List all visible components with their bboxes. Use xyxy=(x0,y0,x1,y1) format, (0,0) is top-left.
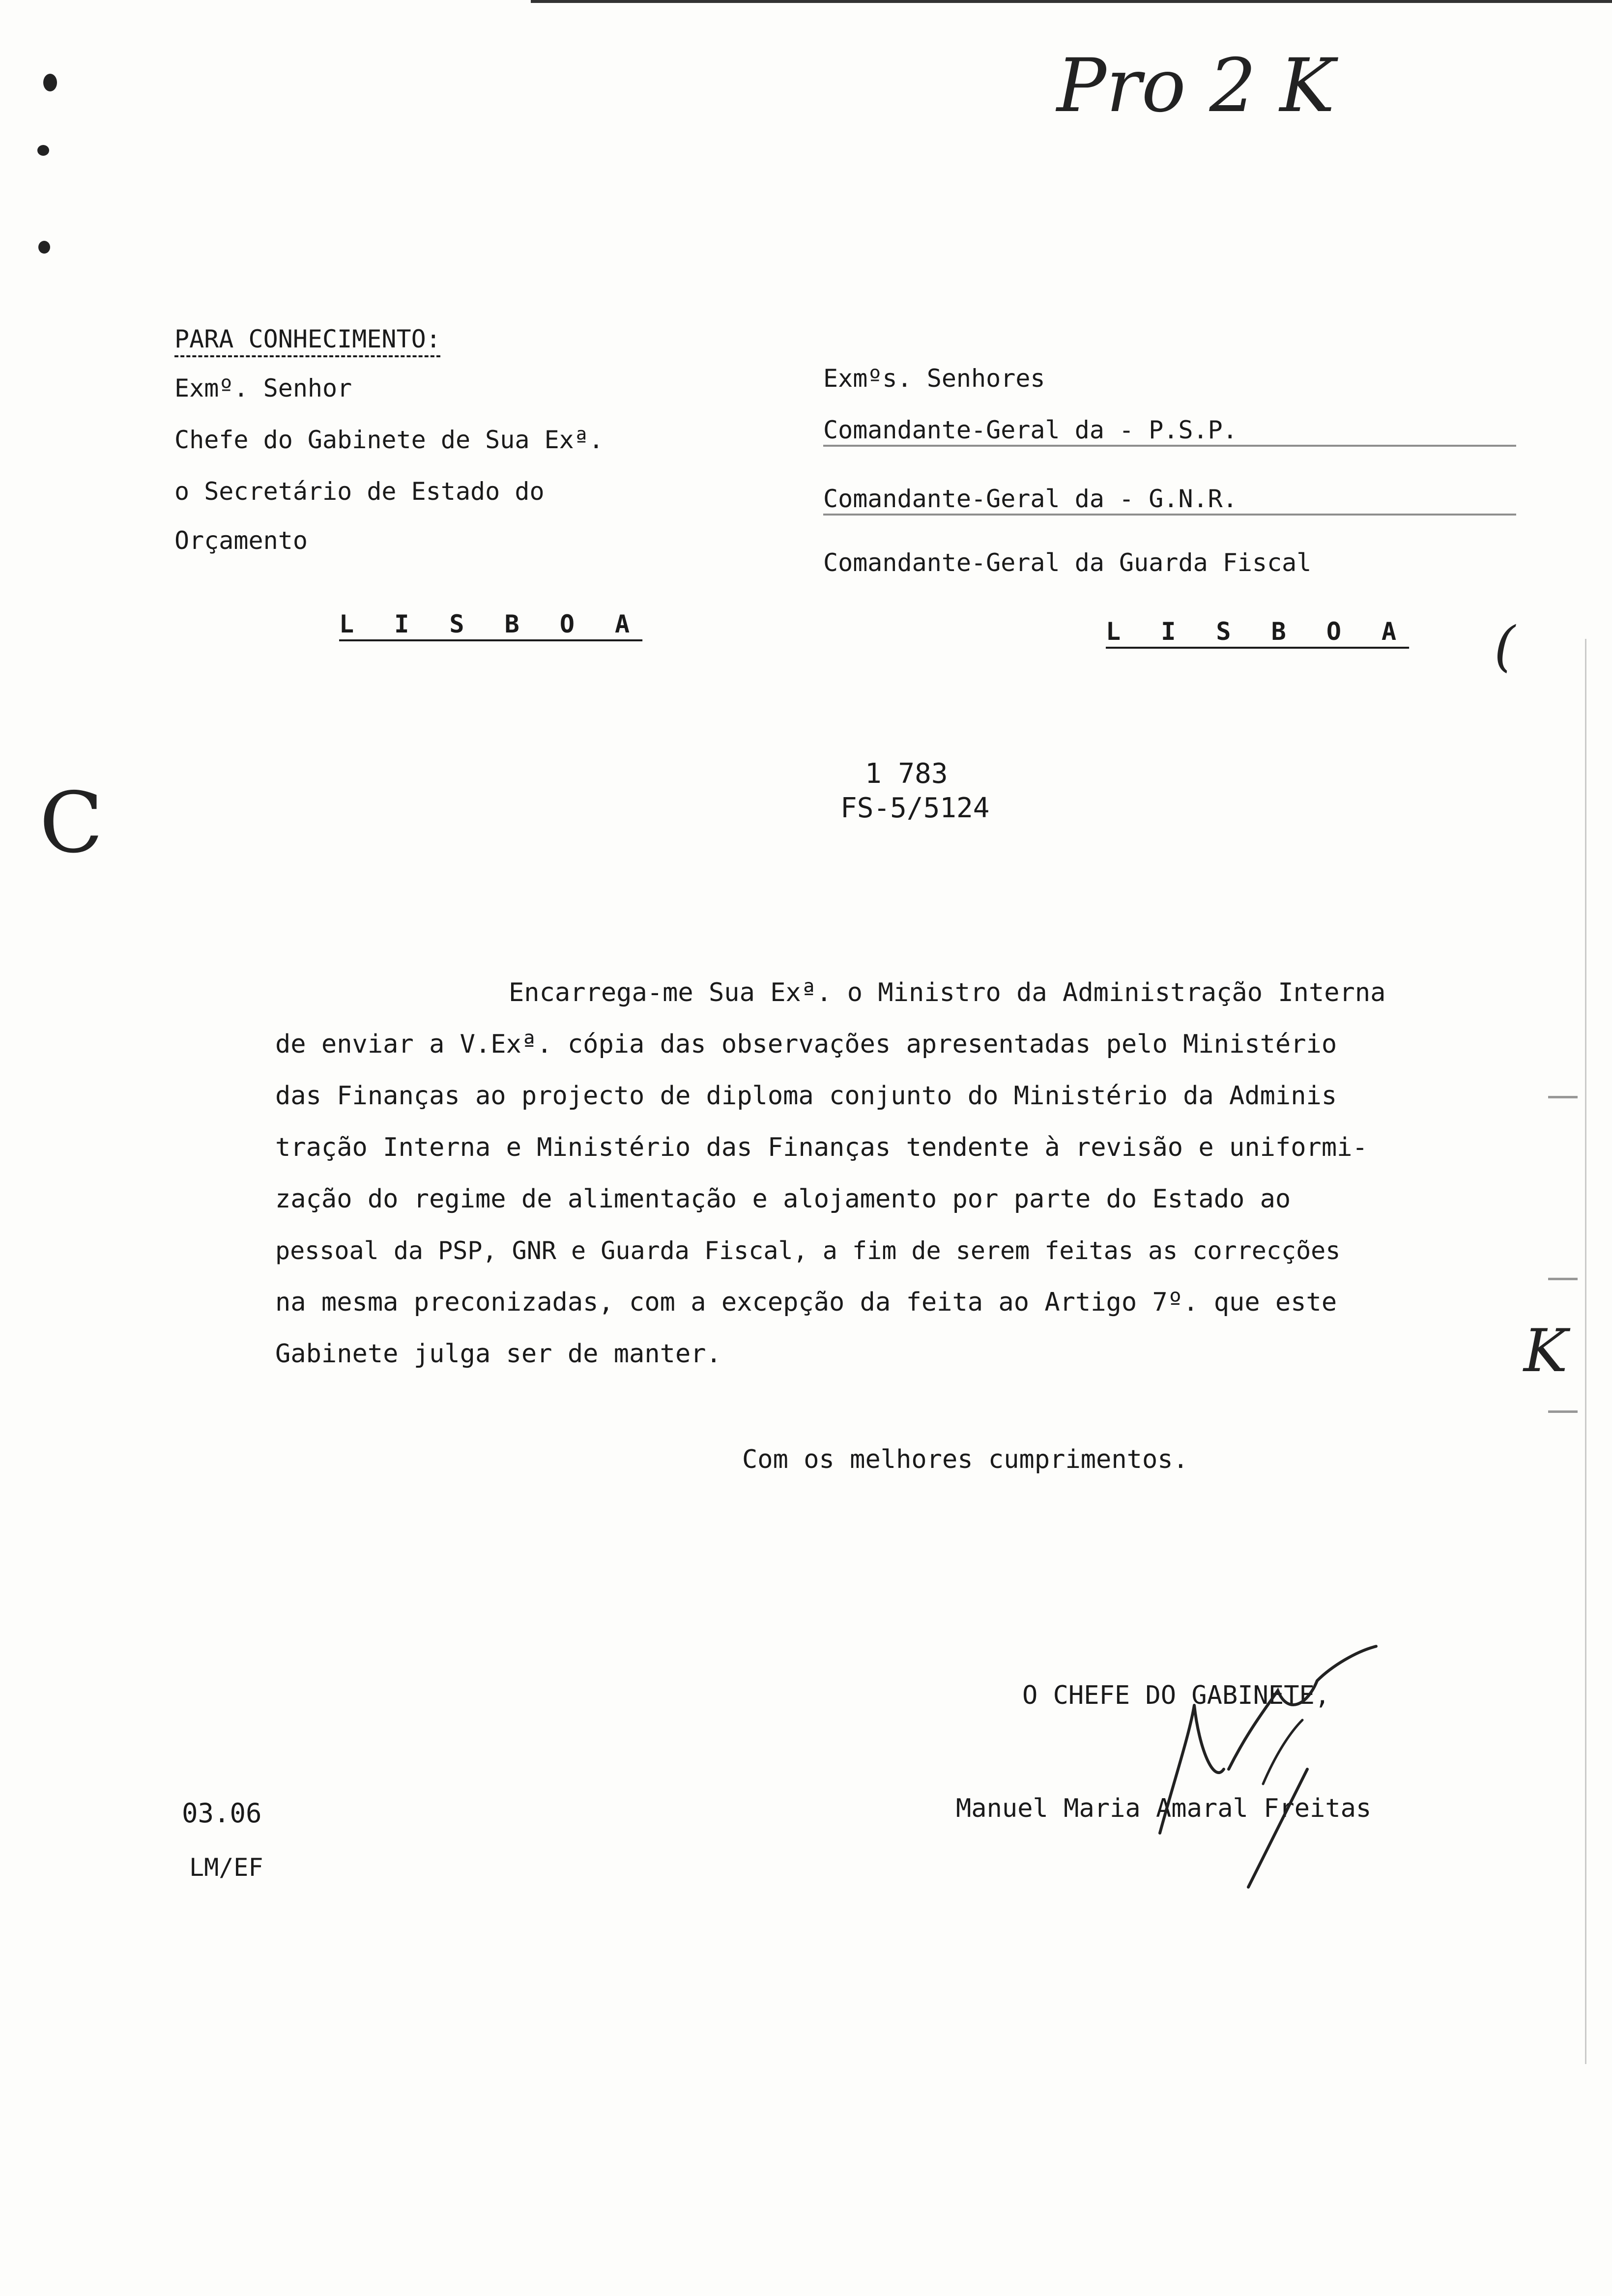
body-line: pessoal da PSP, GNR e Guarda Fiscal, a fim de serem feitas as correcções xyxy=(275,1236,1341,1265)
punch-hole-mark xyxy=(38,241,50,254)
addressee-city: L I S B O A xyxy=(1106,617,1410,646)
copy-to-heading: PARA CONHECIMENTO: xyxy=(174,325,441,353)
punch-hole-mark xyxy=(37,145,49,156)
signature-title: O CHEFE DO GABINETE, xyxy=(1022,1681,1330,1710)
signature-name: Manuel Maria Amaral Freitas xyxy=(956,1794,1372,1823)
copy-to-line: Orçamento xyxy=(174,526,308,555)
margin-c-mark: C xyxy=(39,775,104,872)
right-edge-speckle xyxy=(1585,639,1586,2064)
copy-to-line: Chefe do Gabinete de Sua Exª. xyxy=(174,426,604,454)
addressee-underline xyxy=(823,514,1516,516)
handwritten-signature xyxy=(1101,1622,1406,1897)
body-line: tração Interna e Ministério das Finanças tendente à revisão e uniformi- xyxy=(275,1133,1368,1162)
copy-to-line: Exmº. Senhor xyxy=(174,374,352,402)
right-edge-speckle xyxy=(1548,1410,1578,1413)
footer-initials: LM/EF xyxy=(189,1853,263,1882)
reference-file: FS-5/5124 xyxy=(840,792,990,824)
copy-to-line: o Secretário de Estado do xyxy=(174,477,545,506)
body-line: das Finanças ao projecto de diploma conjunto do Ministério da Adminis xyxy=(275,1081,1337,1111)
copy-to-city: L I S B O A xyxy=(339,610,643,638)
body-line: Encarrega-me Sua Exª. o Ministro da Administração Interna xyxy=(509,978,1386,1007)
addressee-line: Comandante-Geral da Guarda Fiscal xyxy=(823,548,1312,577)
closing-line: Com os melhores cumprimentos. xyxy=(742,1445,1188,1474)
addressee-salutation: Exmºs. Senhores xyxy=(823,364,1045,393)
body-line: na mesma preconizadas, com a excepção da feita ao Artigo 7º. que este xyxy=(275,1288,1337,1317)
addressee-line: Comandante-Geral da - P.S.P. xyxy=(823,416,1238,444)
addressee-underline xyxy=(823,445,1516,447)
addressee-line: Comandante-Geral da - G.N.R. xyxy=(823,485,1238,513)
body-line: zação do regime de alimentação e alojamento por parte do Estado ao xyxy=(275,1184,1291,1214)
top-edge-line xyxy=(531,0,1612,3)
margin-k-mark: K xyxy=(1524,1317,1568,1385)
handwritten-reference: Pro 2 K xyxy=(1057,43,1335,129)
right-edge-speckle xyxy=(1548,1278,1578,1280)
right-edge-speckle xyxy=(1548,1096,1578,1098)
body-line: de enviar a V.Exª. cópia das observações apresentadas pelo Ministério xyxy=(275,1030,1337,1059)
reference-number: 1 783 xyxy=(865,758,948,790)
punch-hole-mark xyxy=(43,74,57,91)
margin-bracket-mark: ( xyxy=(1494,615,1515,678)
footer-date-code: 03.06 xyxy=(182,1798,262,1829)
body-line: Gabinete julga ser de manter. xyxy=(275,1339,721,1369)
